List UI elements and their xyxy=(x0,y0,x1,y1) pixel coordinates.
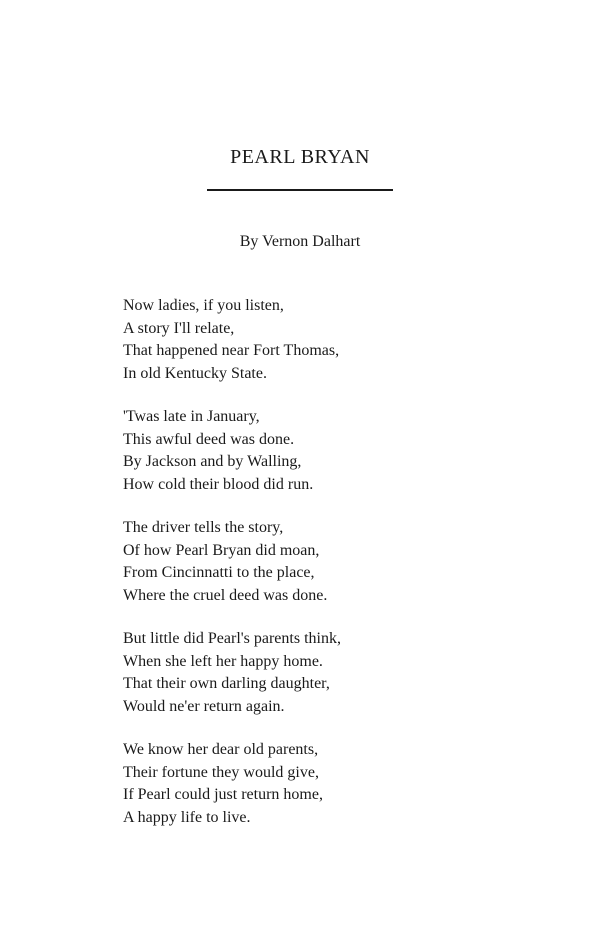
poem-line: A story I'll relate, xyxy=(123,319,235,337)
poem-line: That their own darling daughter, xyxy=(123,675,330,692)
poem-line: If Pearl could just return home, xyxy=(123,786,323,803)
poem-body xyxy=(123,295,543,850)
poem-line: Of how Pearl Bryan did moan, xyxy=(123,541,320,559)
poem-line: When she left her happy home. xyxy=(123,652,323,670)
poem-line: But little did Pearl's parents think, xyxy=(123,630,341,647)
stanza xyxy=(123,739,543,829)
author-byline: By Vernon Dalhart xyxy=(239,233,361,250)
poem-line: 'Twas late in January, xyxy=(123,408,260,425)
title-divider xyxy=(207,189,393,191)
poem-line: In old Kentucky State. xyxy=(123,364,267,382)
poem-line: By Jackson and by Walling, xyxy=(123,453,302,470)
poem-line: How cold their blood did run. xyxy=(123,475,314,493)
poem-line: A happy life to live. xyxy=(123,808,251,826)
stanza xyxy=(123,295,543,385)
stanza xyxy=(123,517,543,607)
poem-line: Would ne'er return again. xyxy=(123,697,285,715)
poem-line: Their fortune they would give, xyxy=(123,763,319,781)
poem-line: We know her dear old parents, xyxy=(123,741,319,758)
poem-line: The driver tells the story, xyxy=(123,519,284,536)
poem-line: This awful deed was done. xyxy=(123,430,295,448)
poem-line: That happened near Fort Thomas, xyxy=(123,342,340,359)
stanza xyxy=(123,406,543,496)
poem-title: PEARL BRYAN xyxy=(230,146,370,168)
poem-line: From Cincinnatti to the place, xyxy=(123,564,315,581)
stanza xyxy=(123,628,543,718)
poem-line: Now ladies, if you listen, xyxy=(123,297,284,314)
poem-line: Where the cruel deed was done. xyxy=(123,586,328,604)
